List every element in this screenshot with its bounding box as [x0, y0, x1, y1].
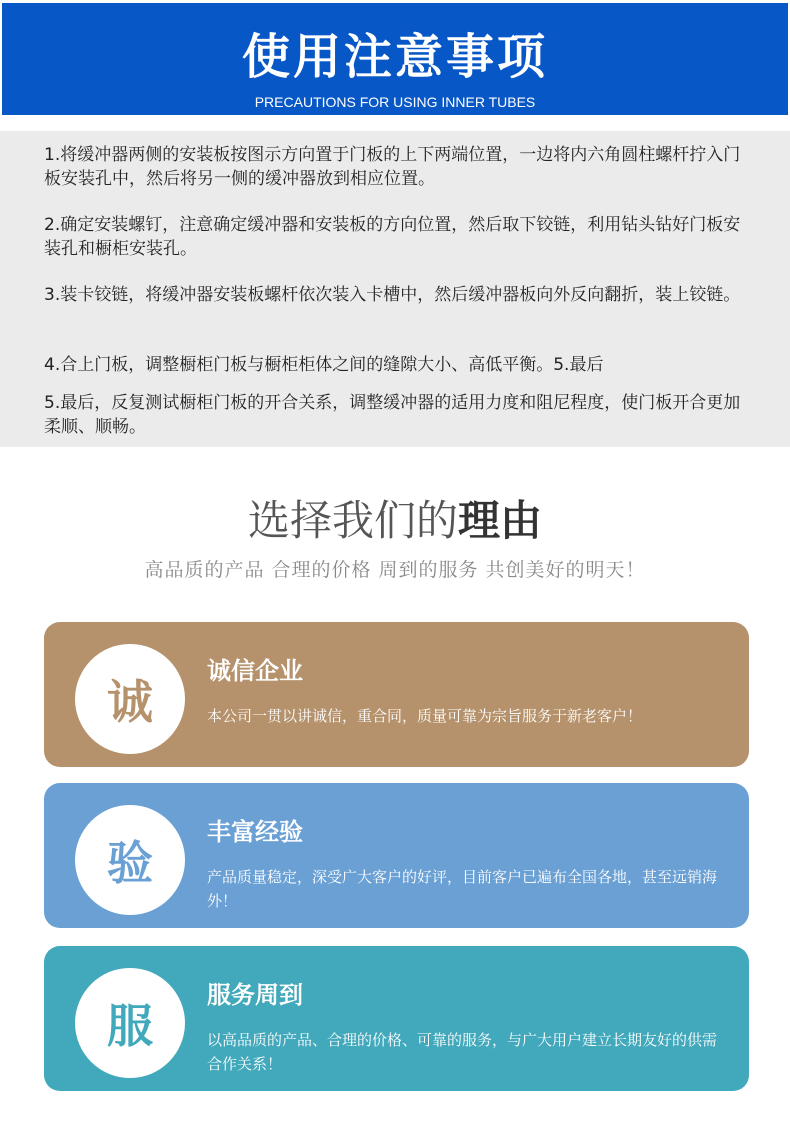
precaution-item-3: 3.装卡铰链，将缓冲器安装板螺杆依次装入卡槽中，然后缓冲器板向外反向翻折，装上铰链。: [44, 285, 741, 305]
header-banner: [2, 3, 788, 115]
experience-char-badge: 验: [75, 805, 185, 915]
page-title: 使用注意事项: [241, 29, 548, 85]
precaution-item-1: 1.将缓冲器两侧的安装板按图示方向置于门板的上下两端位置，一边将内六角圆柱螺杆拧入门板安装孔中，然后将另一侧的缓冲器放到相应位置。: [44, 145, 741, 189]
precaution-item-5: 5.最后，反复测试橱柜门板的开合关系，调整缓冲器的适用力度和阻尼程度，使门板开合更加柔顺、顺畅。: [44, 393, 741, 437]
reason-card-service: [44, 946, 749, 1091]
reasons-heading-bold: 理由: [458, 496, 543, 545]
service-char-badge: 服: [75, 968, 185, 1078]
reason-card-title: 丰富经验: [207, 818, 303, 846]
integrity-char-badge: 诚: [75, 644, 185, 754]
reason-card-title: 诚信企业: [207, 657, 303, 685]
reason-card-desc: 产品质量稳定，深受广大客户的好评，目前客户已遍布全国各地，甚至远销海外！: [207, 868, 718, 910]
reasons-heading: [0, 493, 790, 549]
reasons-subtitle: 高品质的产品 合理的价格 周到的服务 共创美好的明天！: [144, 559, 646, 581]
reason-card-desc: 本公司一贯以讲诚信，重合同，质量可靠为宗旨服务于新老客户！: [207, 707, 643, 725]
precaution-item-2: 2.确定安装螺钉，注意确定缓冲器和安装板的方向位置，然后取下铰链，利用钻头钻好门板安装孔和橱柜安装孔。: [44, 215, 741, 259]
reason-card-desc: 以高品质的产品、合理的价格、可靠的服务，与广大用户建立长期友好的供需合作关系！: [207, 1031, 718, 1073]
precautions-panel: [0, 131, 790, 447]
reasons-heading-normal: 选择我们的: [247, 496, 458, 545]
reason-card-experience: [44, 783, 749, 928]
reason-card-title: 服务周到: [207, 981, 303, 1009]
precaution-item-4: 4.合上门板，调整橱柜门板与橱柜柜体之间的缝隙大小、高低平衡。5.最后: [44, 355, 604, 375]
reason-card-integrity: [44, 622, 749, 767]
page-subtitle: PRECAUTIONS FOR USING INNER TUBES: [254, 94, 536, 110]
